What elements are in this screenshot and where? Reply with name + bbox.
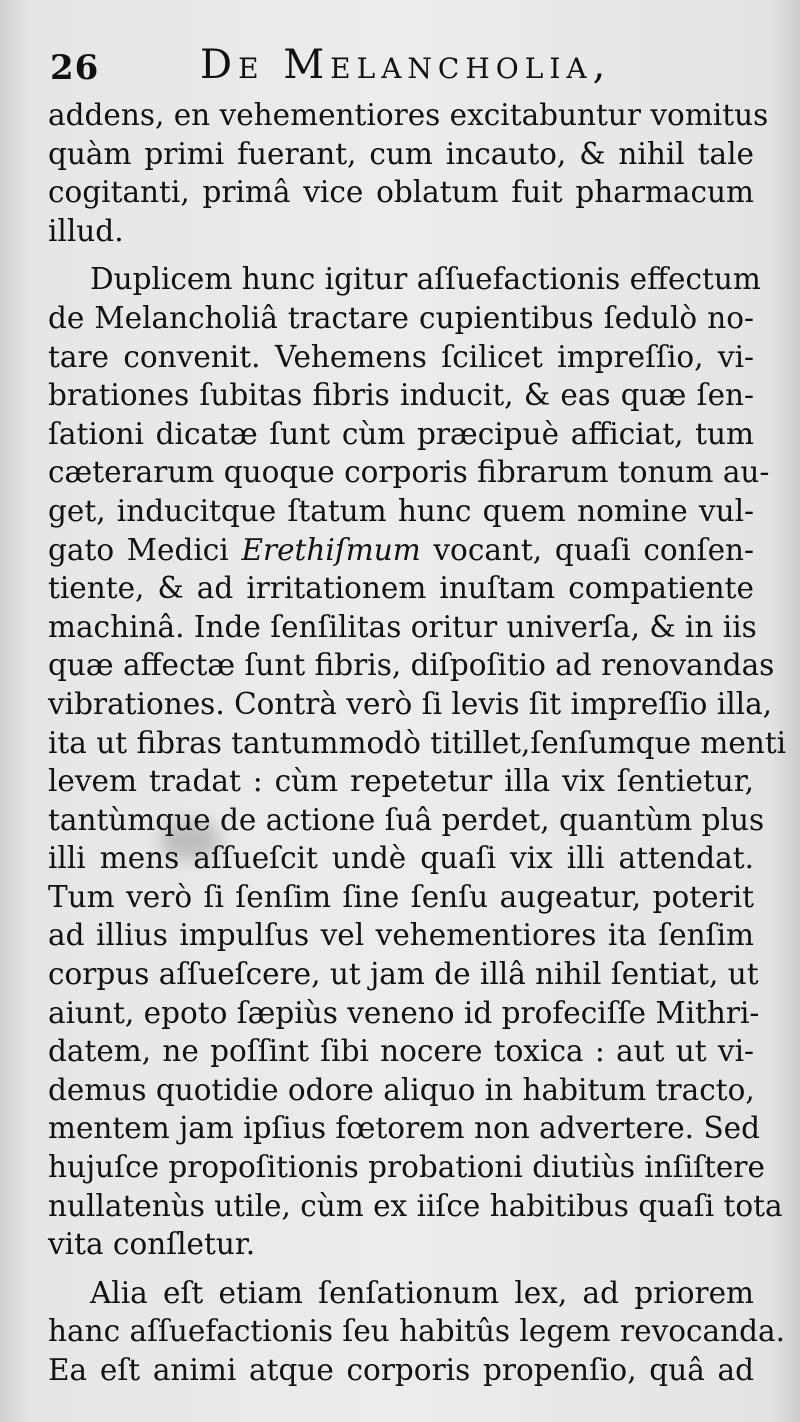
text-line: demus quotidie odore aliquo in habitum tracto, — [48, 1072, 755, 1107]
body-text — [48, 96, 787, 1390]
text-line — [48, 531, 754, 570]
text-line: tantùmque de actione ſuâ perdet, quantùm plus — [48, 802, 765, 837]
text-line: corpus aſſueſcere, ut jam de illâ nihil ſentiat, ut — [48, 957, 759, 992]
text-line: aiunt, epoto ſæpiùs veneno id profeciſſe Mithri- — [48, 995, 760, 1030]
text-line: ſationi dicatæ ſunt cùm præcipuè afficiat, tum — [48, 416, 754, 451]
text-line: ad illius impulſus vel vehementiores ita ſenſim — [48, 918, 754, 953]
text-line: quæ affectæ ſunt fibris, diſpoſitio ad renovandas — [48, 648, 775, 683]
text-line: tare convenit. Vehemens ſcilicet impreſſio, vi- — [48, 339, 754, 374]
italic-term: Erethiſmum — [241, 532, 421, 567]
text-line: Duplicem hunc igitur aſſuefactionis effectum — [90, 262, 761, 297]
text-line: machinâ. Inde ſenſilitas oritur univerſa, & in iis — [48, 609, 757, 644]
text-line: hujuſce propoſitionis probationi diutiùs inſiſtere — [48, 1150, 765, 1185]
page-number: 26 — [50, 48, 100, 88]
text-line: cæterarum quoque corporis fibrarum tonum au- — [48, 455, 770, 490]
text-line: mentem jam ipſius fœtorem non advertere. Sed — [48, 1111, 760, 1146]
text-segment: vocant, quaſi conſen- — [433, 532, 754, 567]
text-line: get, inducitque ſtatum hunc quem nomine vul- — [48, 493, 754, 528]
text-line: brationes ſubitas fibris inducit, & eas quæ ſen- — [48, 378, 754, 413]
page-header — [50, 38, 760, 98]
text-line: cogitanti, primâ vice oblatum fuit pharmacum — [48, 175, 754, 210]
text-line: Alia eſt etiam ſenſationum lex, ad priorem — [90, 1275, 754, 1310]
text-line: nullatenùs utile, cùm ex iiſce habitibus quaſi tota — [48, 1188, 783, 1223]
text-line: Ea eſt animi atque corporis propenſio, quâ ad — [48, 1353, 754, 1387]
text-line: datem, ne poſſint ſibi nocere toxica : aut ut vi- — [48, 1034, 754, 1069]
text-line: levem tradat : cùm repetetur illa vix ſentietur, — [48, 764, 754, 799]
text-line: vibrationes. Contrà verò ſi levis ſit impreſſio illa, — [48, 686, 773, 721]
text-line: illud. — [48, 213, 124, 248]
text-line: quàm primi fuerant, cum incauto, & nihil tale — [48, 136, 754, 171]
running-title: De Melancholia, — [200, 42, 612, 88]
text-line: illi mens aſſueſcit undè quaſi vix illi attendat. — [48, 841, 754, 876]
text-line: ita ut fibras tantummodò titillet,ſenſumque menti — [48, 725, 787, 760]
text-segment: gato Medici — [48, 532, 229, 567]
text-line: tiente, & ad irritationem inuſtam compatiente — [48, 571, 754, 606]
text-line: hanc aſſuefactionis ſeu habitûs legem revocanda. — [48, 1314, 785, 1349]
text-line: vita conſletur. — [48, 1227, 256, 1262]
text-line: addens, en vehementiores excitabuntur vomitus — [48, 98, 769, 132]
text-line: de Melancholiâ tractare cupientibus ſedulò no- — [48, 300, 754, 335]
text-line: Tum verò ſi ſenſim ſine ſenſu augeatur, poterit — [48, 879, 754, 914]
